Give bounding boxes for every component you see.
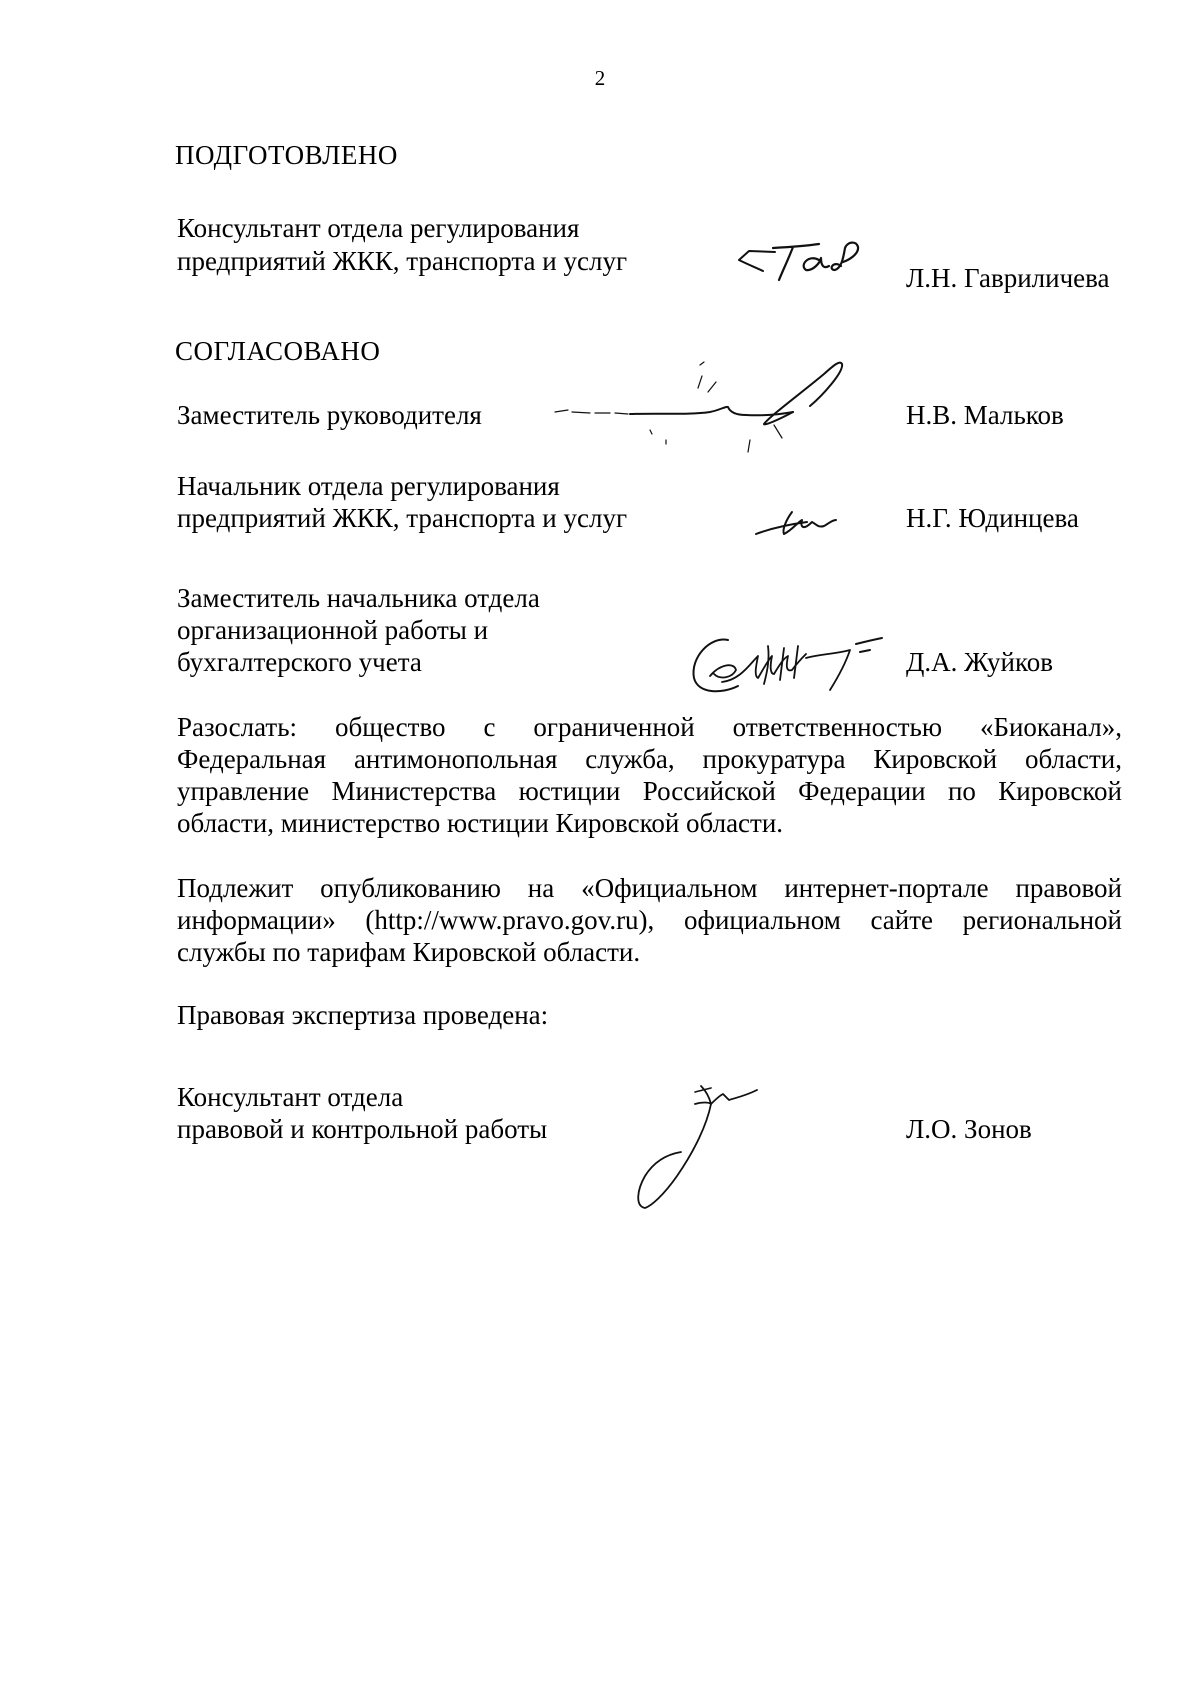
- distribution-line-2: Федеральная антимонопольная служба, прокуратура Кировской области,: [177, 744, 1122, 774]
- signature-zonov: [615, 1078, 785, 1228]
- distribution-line-3: управление Министерства юстиции Российской Федерации по Кировской: [177, 776, 1122, 806]
- signer-2-name: Н.Г. Юдинцева: [906, 503, 1079, 533]
- signer-2-position-line-2: предприятий ЖКК, транспорта и услуг: [177, 503, 628, 533]
- distribution-line-4: области, министерство юстиции Кировской области.: [177, 808, 784, 838]
- signer-2-position-line-1: Начальник отдела регулирования: [177, 471, 560, 501]
- signer-3-name: Д.А. Жуйков: [906, 647, 1053, 677]
- prepared-position-line-2: предприятий ЖКК, транспорта и услуг: [177, 246, 628, 276]
- publication-line-2: информации» (http://www.pravo.gov.ru), официальном сайте региональной: [177, 905, 1122, 935]
- legal-review-label: Правовая экспертиза проведена:: [177, 1000, 549, 1030]
- signature-malkov: [550, 360, 860, 470]
- distribution-line-1: Разослать: общество с ограниченной ответственностью «Биоканал»,: [177, 712, 1122, 742]
- signer-1-position: Заместитель руководителя: [177, 400, 482, 430]
- signature-yudintseva: [752, 500, 852, 545]
- prepared-name: Л.Н. Гавриличева: [906, 263, 1110, 293]
- legal-review-name: Л.О. Зонов: [906, 1114, 1032, 1144]
- agreed-heading: СОГЛАСОВАНО: [175, 336, 381, 366]
- signature-gavrilicheva: [735, 238, 870, 298]
- publication-line-1: Подлежит опубликованию на «Официальном интернет-портале правовой: [177, 873, 1122, 903]
- page-number: 2: [594, 66, 606, 90]
- legal-review-position-line-2: правовой и контрольной работы: [177, 1114, 548, 1144]
- publication-line-3: службы по тарифам Кировской области.: [177, 937, 641, 967]
- prepared-position-line-1: Консультант отдела регулирования: [177, 213, 580, 243]
- signer-1-name: Н.В. Мальков: [906, 400, 1064, 430]
- signature-zhuikov: [680, 618, 895, 708]
- distribution-paragraph: [177, 711, 1122, 839]
- publication-paragraph: [177, 872, 1122, 968]
- signer-3-position-line-3: бухгалтерского учета: [177, 647, 422, 677]
- signer-3-position-line-2: организационной работы и: [177, 615, 489, 645]
- prepared-heading: ПОДГОТОВЛЕНО: [175, 140, 398, 170]
- legal-review-position-line-1: Консультант отдела: [177, 1082, 404, 1112]
- signer-3-position-line-1: Заместитель начальника отдела: [177, 583, 540, 613]
